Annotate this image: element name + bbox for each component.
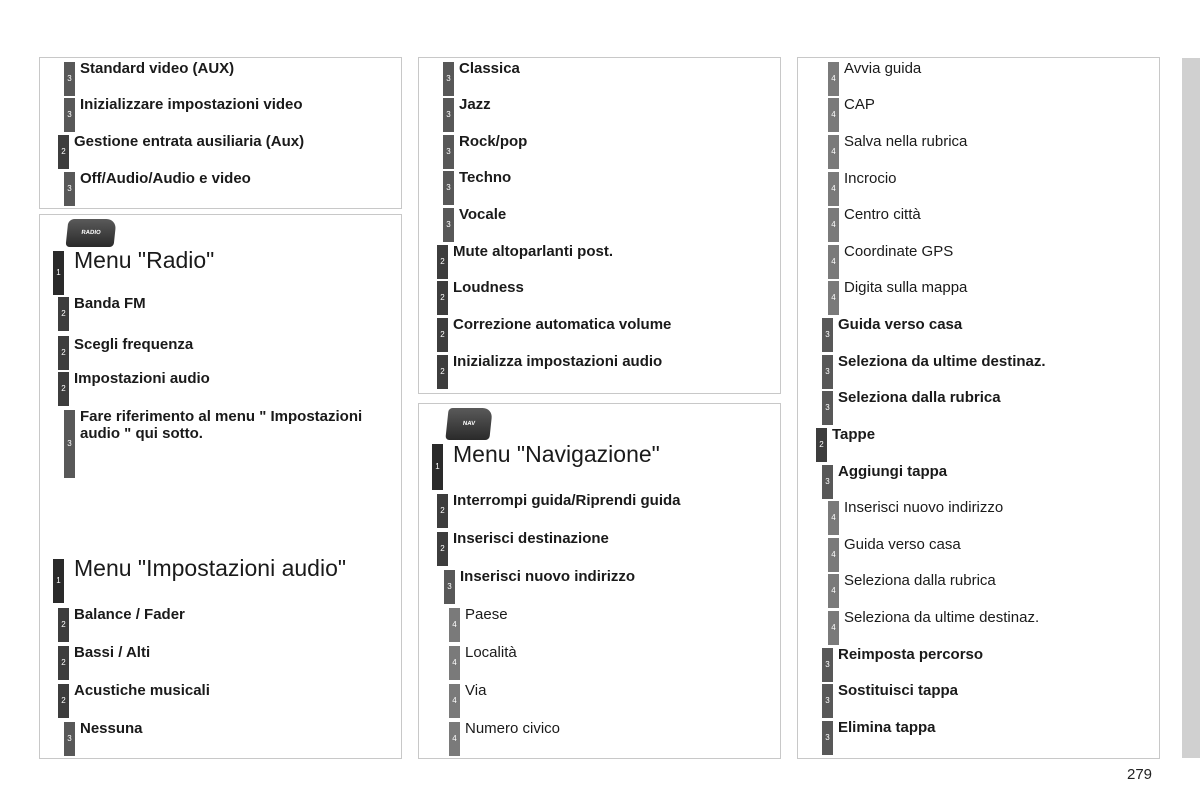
level-marker: 3 (822, 318, 833, 352)
level-marker: 3 (64, 722, 75, 756)
level-marker: 3 (443, 208, 454, 242)
level-marker: 4 (449, 684, 460, 718)
menu-item: Seleziona da ultime destinaz. (838, 353, 1046, 370)
level-marker: 3 (64, 172, 75, 206)
level-marker: 2 (437, 532, 448, 566)
menu-item: Jazz (459, 96, 491, 113)
level-marker: 4 (828, 501, 839, 535)
level-marker: 3 (444, 570, 455, 604)
level-marker: 3 (443, 98, 454, 132)
menu-item: Balance / Fader (74, 606, 185, 623)
menu-item: Scegli frequenza (74, 336, 194, 353)
level-marker: 3 (822, 721, 833, 755)
menu-item: Salva nella rubrica (844, 133, 968, 150)
level-marker: 2 (58, 336, 69, 370)
level-marker: 4 (828, 245, 839, 279)
menu-item: Interrompi guida/Riprendi guida (453, 492, 681, 509)
level-marker: 3 (64, 98, 75, 132)
menu-item: Classica (459, 60, 520, 77)
radio-badge-icon: RADIO (66, 219, 117, 247)
level-marker: 2 (58, 372, 69, 406)
menu-item: Guida verso casa (844, 536, 961, 553)
menu-item: Avvia guida (844, 60, 922, 77)
menu-item: Fare riferimento al menu " Impostazioni audio " qui sotto. (80, 408, 363, 442)
panel-radio-audio (39, 214, 402, 759)
menu-item: Inizializza impostazioni audio (453, 353, 663, 370)
menu-item: Standard video (AUX) (80, 60, 235, 77)
page-number: 279 (1127, 766, 1153, 783)
level-marker: 4 (449, 608, 460, 642)
menu-item: Tappe (832, 426, 876, 443)
menu-item: Inserisci destinazione (453, 530, 609, 547)
menu-item: Off/Audio/Audio e video (80, 170, 251, 187)
menu-item: Aggiungi tappa (838, 463, 948, 480)
menu-item: Digita sulla mappa (844, 279, 968, 296)
level-marker: 3 (443, 135, 454, 169)
menu-item: Elimina tappa (838, 719, 936, 736)
panel-video (39, 57, 402, 209)
menu-item: Mute altoparlanti post. (453, 243, 614, 260)
menu-item: Banda FM (74, 295, 146, 312)
level-marker: 1 (53, 251, 64, 295)
menu-item: Seleziona da ultime destinaz. (844, 609, 1040, 626)
audio-menu-title: Menu "Impostazioni audio" (74, 555, 347, 581)
level-marker: 4 (449, 646, 460, 680)
level-marker: 4 (828, 135, 839, 169)
level-marker: 2 (816, 428, 827, 462)
level-marker: 2 (58, 135, 69, 169)
menu-item: Guida verso casa (838, 316, 963, 333)
menu-item: Gestione entrata ausiliaria (Aux) (74, 133, 305, 150)
level-marker: 3 (822, 648, 833, 682)
panel-navigation-options (797, 57, 1160, 759)
level-marker: 3 (822, 465, 833, 499)
menu-item: Seleziona dalla rubrica (838, 389, 1001, 406)
menu-item: Loudness (453, 279, 524, 296)
menu-item: Inserisci nuovo indirizzo (844, 499, 1004, 516)
level-marker: 4 (828, 98, 839, 132)
level-marker: 2 (58, 297, 69, 331)
level-marker: 4 (828, 172, 839, 206)
menu-item: Incrocio (844, 170, 897, 187)
level-marker: 2 (58, 684, 69, 718)
menu-item: Techno (459, 169, 512, 186)
navigation-menu-title: Menu "Navigazione" (453, 441, 660, 467)
level-marker: 1 (53, 559, 64, 603)
level-marker: 3 (64, 410, 75, 478)
menu-item: CAP (844, 96, 875, 113)
level-marker: 2 (58, 646, 69, 680)
panel-audio-presets (418, 57, 781, 394)
level-marker: 2 (437, 318, 448, 352)
level-marker: 3 (64, 62, 75, 96)
menu-item: Vocale (459, 206, 507, 223)
level-marker: 2 (58, 608, 69, 642)
menu-item: Reimposta percorso (838, 646, 984, 663)
menu-item: Località (465, 644, 517, 661)
level-marker: 2 (437, 494, 448, 528)
menu-item: Paese (465, 606, 508, 623)
radio-menu-title: Menu "Radio" (74, 247, 215, 273)
level-marker: 4 (828, 538, 839, 572)
nav-badge-icon: NAV (445, 408, 492, 440)
level-marker: 2 (437, 355, 448, 389)
level-marker: 3 (443, 62, 454, 96)
level-marker: 4 (828, 208, 839, 242)
panel-navigation (418, 403, 781, 759)
menu-item: Inserisci nuovo indirizzo (460, 568, 636, 585)
menu-item: Centro città (844, 206, 921, 223)
menu-item: Sostituisci tappa (838, 682, 959, 699)
level-marker: 4 (449, 722, 460, 756)
menu-item: Acustiche musicali (74, 682, 210, 699)
level-marker: 4 (828, 611, 839, 645)
page-edge-tab (1182, 58, 1200, 758)
menu-item: Numero civico (465, 720, 561, 737)
menu-item: Correzione automatica volume (453, 316, 672, 333)
menu-item: Rock/pop (459, 133, 528, 150)
level-marker: 2 (437, 281, 448, 315)
level-marker: 4 (828, 281, 839, 315)
menu-item: Seleziona dalla rubrica (844, 572, 996, 589)
level-marker: 4 (828, 62, 839, 96)
menu-item: Bassi / Alti (74, 644, 151, 661)
level-marker: 1 (432, 444, 443, 490)
menu-item: Impostazioni audio (74, 370, 210, 387)
level-marker: 3 (822, 355, 833, 389)
menu-item: Via (465, 682, 487, 699)
menu-item: Nessuna (80, 720, 143, 737)
level-marker: 3 (443, 171, 454, 205)
level-marker: 3 (822, 391, 833, 425)
menu-item: Inizializzare impostazioni video (80, 96, 303, 113)
level-marker: 3 (822, 684, 833, 718)
level-marker: 2 (437, 245, 448, 279)
menu-item: Coordinate GPS (844, 243, 954, 260)
level-marker: 4 (828, 574, 839, 608)
